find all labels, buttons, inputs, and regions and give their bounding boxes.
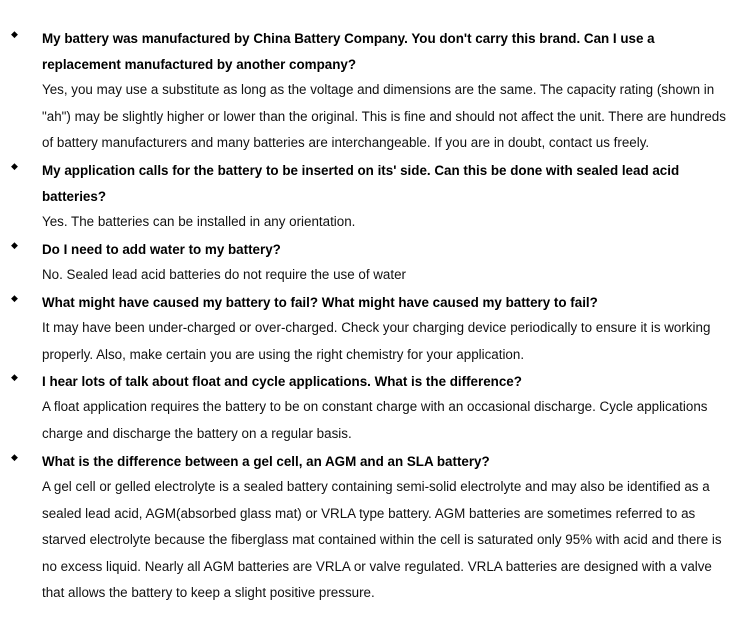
- diamond-bullet-icon: ◆: [11, 452, 18, 462]
- diamond-bullet-icon: ◆: [11, 240, 18, 250]
- faq-question: My application calls for the battery to be inserted on its' side. Can this be done with sealed lead acid batteries?: [42, 163, 680, 204]
- faq-question: What might have caused my battery to fail? What might have caused my battery to fail?: [42, 295, 598, 310]
- faq-answer: No. Sealed lead acid batteries do not require the use of water: [42, 267, 407, 282]
- faq-question: Do I need to add water to my battery?: [42, 242, 281, 257]
- diamond-bullet-icon: ◆: [11, 29, 18, 39]
- faq-answer: A float application requires the battery to be on constant charge with an occasional discharge. Cycle applications charge and discharge the battery on a regular basis.: [42, 399, 708, 441]
- faq-answer: Yes. The batteries can be installed in any orientation.: [42, 214, 356, 229]
- diamond-bullet-icon: ◆: [11, 161, 18, 171]
- faq-answer: Yes, you may use a substitute as long as the voltage and dimensions are the same. The capacity rating (shown in "ah") may be slightly higher or lower than the original. This is fine and should not affect the unit. There are hundreds of battery manufacturers and many batteries are interchangeable. If you are in doubt, contact us freely.: [42, 82, 726, 150]
- faq-question: I hear lots of talk about float and cycle applications. What is the difference?: [42, 374, 522, 389]
- faq-answer: A gel cell or gelled electrolyte is a sealed battery containing semi-solid electrolyte and may also be identified as a sealed lead acid, AGM(absorbed glass mat) or VRLA type battery. AGM batteries are sometimes referred to as starved electrolyte because the fiberglass mat contained within the cell is saturated only 95% with acid and there is no excess liquid. Nearly all AGM batteries are VRLA or valve regulated. VRLA batteries are designed with a valve that allows the battery to keep a slight positive pressure.: [42, 479, 722, 600]
- diamond-bullet-icon: ◆: [11, 372, 18, 382]
- faq-question: My battery was manufactured by China Battery Company. You don't carry this brand. Can I use a replacement manufactured by another company?: [42, 31, 655, 72]
- faq-answer: It may have been under-charged or over-charged. Check your charging device periodically to ensure it is working properly. Also, make certain you are using the right chemistry for your application.: [42, 320, 711, 362]
- diamond-bullet-icon: ◆: [11, 293, 18, 303]
- faq-question: What is the difference between a gel cell, an AGM and an SLA battery?: [42, 454, 490, 469]
